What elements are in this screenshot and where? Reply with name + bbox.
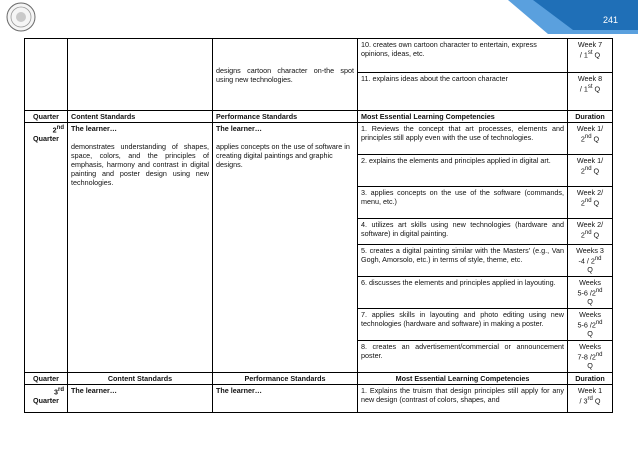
melc-cell: 4. utilizes art skills using new technologies (hardware and software) in digital painting. <box>358 219 568 245</box>
table-row <box>25 123 613 155</box>
duration-cell: Week 1/ 2nd Q <box>568 155 613 187</box>
duration-cell: Weeks 5-6 /2nd Q <box>568 309 613 341</box>
duration-cell: Week 2/ 2nd Q <box>568 219 613 245</box>
performance-standard-cell: designs cartoon character on-the spot using new technologies. <box>213 39 358 111</box>
content-standard-text: demonstrates understanding of shapes, space, colors, and the principles of emphasis, harmony and contrast in digital painting and poster design using new technologies. <box>71 142 209 187</box>
content-standard-cell <box>68 123 213 373</box>
performance-lead: The learner… <box>216 124 262 133</box>
melc-cell: 6. discusses the elements and principles applied in layouting. <box>358 277 568 309</box>
header-quarter: Quarter <box>25 111 68 123</box>
melc-cell: 2. explains the elements and principles applied in digital art. <box>358 155 568 187</box>
table-header-row <box>25 111 613 123</box>
melc-cell: 11. explains ideas about the cartoon character <box>358 73 568 111</box>
header-performance-standards: Performance Standards <box>213 111 358 123</box>
duration-cell: Weeks 5-6 /2nd Q <box>568 277 613 309</box>
duration-cell: Week 8 / 1st Q <box>568 73 613 111</box>
performance-lead: The learner… <box>213 385 358 413</box>
melc-cell: 1. Explains the truism that design principles still apply for any new design (contrast of colors, shapes, and <box>358 385 568 413</box>
melc-cell: 3. applies concepts on the use of the software (commands, menu, etc.) <box>358 187 568 219</box>
deped-seal-icon <box>6 2 36 32</box>
performance-standard-text: applies concepts on the use of software in creating digital paintings and graphic designs. <box>216 142 350 169</box>
melc-cell: 7. applies skills in layouting and photo editing using new technologies (hardware and software) in making a poster. <box>358 309 568 341</box>
header-melc: Most Essential Learning Competencies <box>358 111 568 123</box>
header-performance-standards: Performance Standards <box>213 373 358 385</box>
content-standard-cell <box>68 39 213 111</box>
header-duration: Duration <box>568 111 613 123</box>
table-row <box>25 385 613 413</box>
melc-cell: 8. creates an advertisement/commercial or announcement poster. <box>358 341 568 373</box>
quarter-cell <box>25 39 68 111</box>
quarter-cell: 3rd Quarter <box>25 385 68 413</box>
header-melc: Most Essential Learning Competencies <box>358 373 568 385</box>
duration-cell: Week 7 / 1st Q <box>568 39 613 73</box>
curriculum-guide-table <box>24 38 613 413</box>
melc-cell: 10. creates own cartoon character to entertain, express opinions, ideas, etc. <box>358 39 568 73</box>
melc-cell: 5. creates a digital painting similar with the Masters' (e.g., Van Gogh, Amorsolo, etc.) in terms of style, theme, etc. <box>358 245 568 277</box>
header-duration: Duration <box>568 373 613 385</box>
duration-cell: Weeks 7-8 /2nd Q <box>568 341 613 373</box>
table-row <box>25 39 613 73</box>
duration-cell: Week 1 / 3rd Q <box>568 385 613 413</box>
duration-cell: Week 2/ 2nd Q <box>568 187 613 219</box>
melc-cell: 1. Reviews the concept that art processes, elements and principles still apply even with the use of technologies. <box>358 123 568 155</box>
duration-cell: Weeks 3 -4 / 2nd Q <box>568 245 613 277</box>
performance-standard-cell <box>213 123 358 373</box>
header-content-standards: Content Standards <box>68 111 213 123</box>
header-quarter: Quarter <box>25 373 68 385</box>
duration-cell: Week 1/ 2nd Q <box>568 123 613 155</box>
table-header-row <box>25 373 613 385</box>
page-number: 241 <box>602 15 618 25</box>
content-lead: The learner… <box>71 124 117 133</box>
header-content-standards: Content Standards <box>68 373 213 385</box>
quarter-cell: 2nd Quarter <box>25 123 68 373</box>
content-lead: The learner… <box>68 385 213 413</box>
